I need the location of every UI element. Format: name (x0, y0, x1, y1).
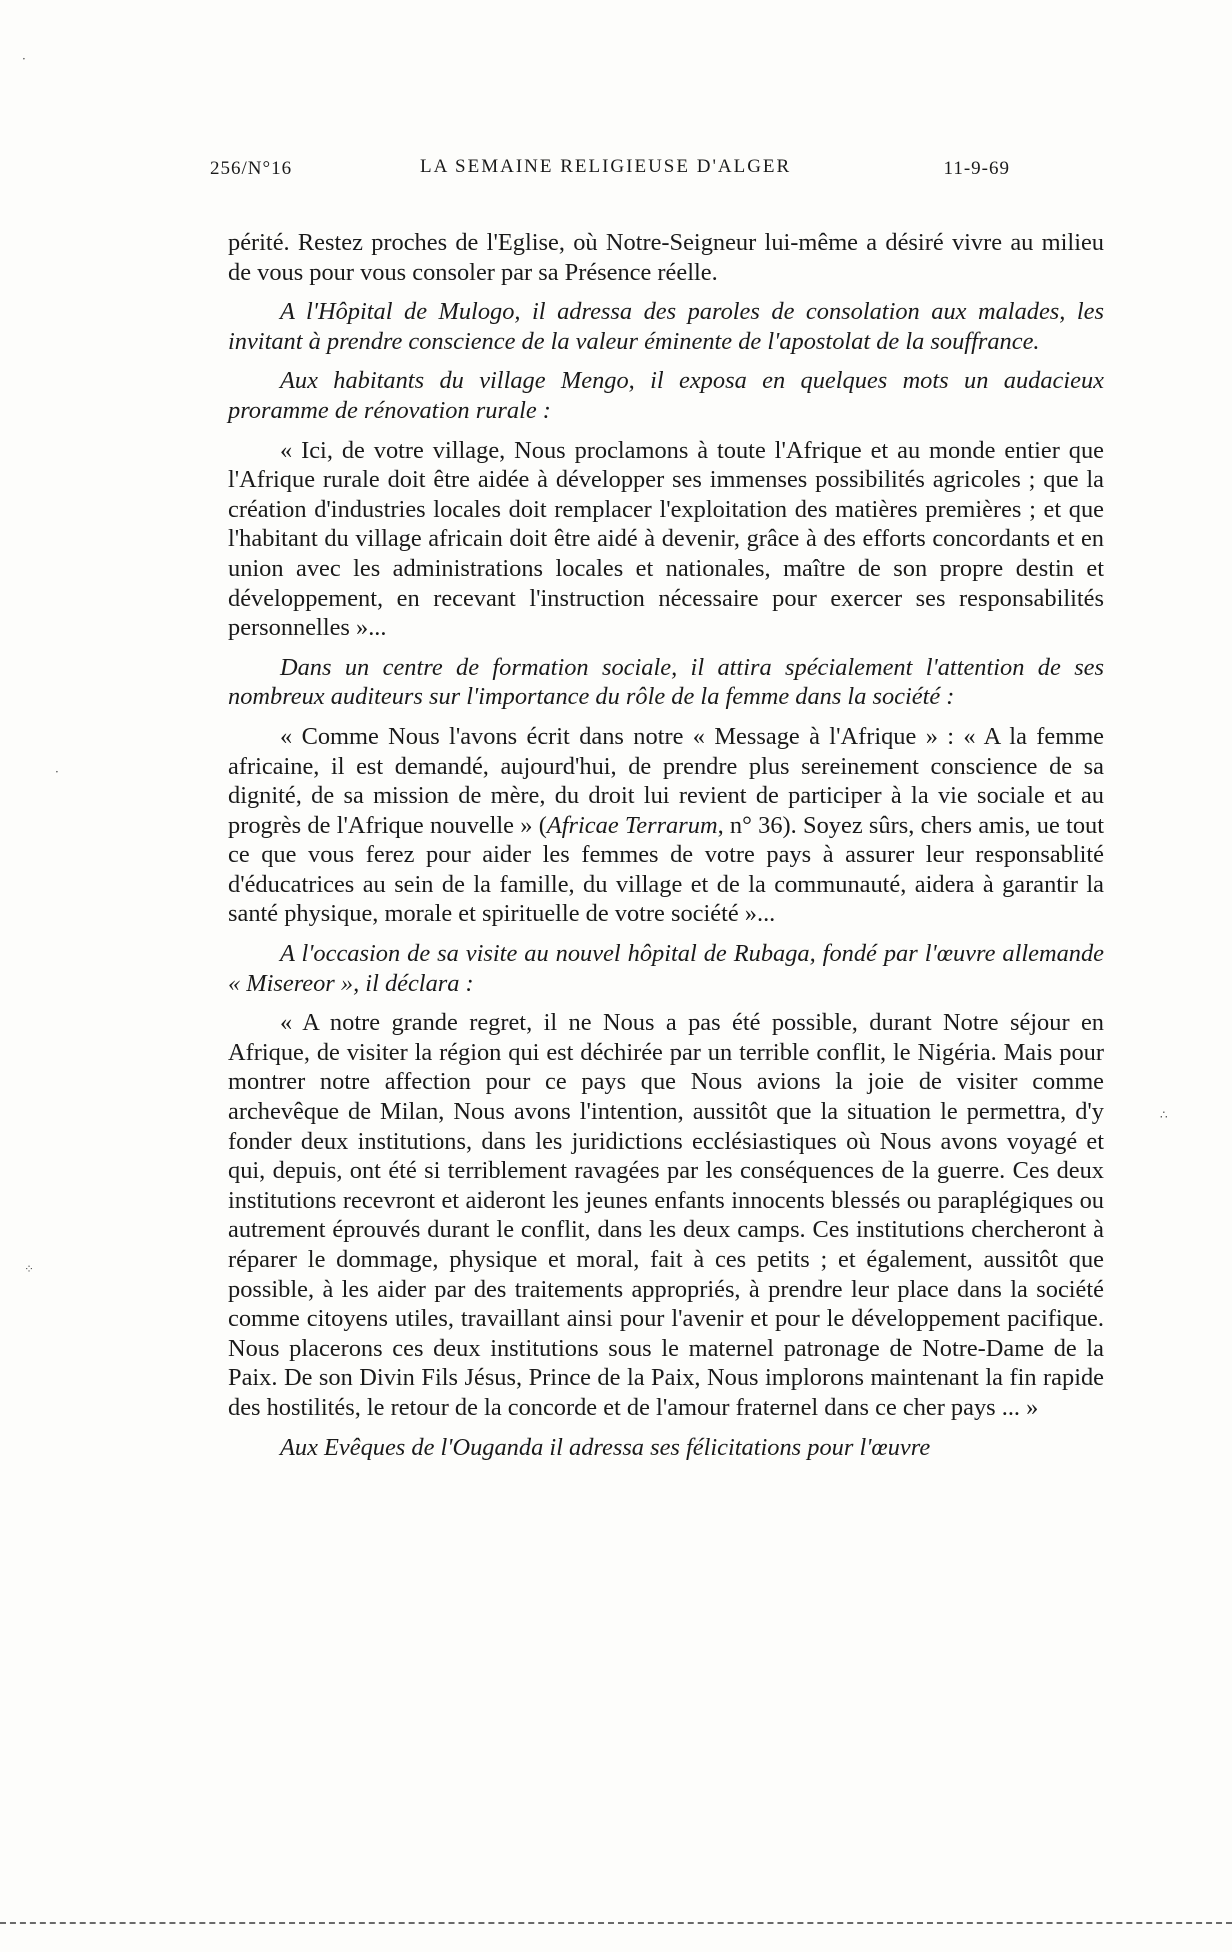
bottom-scan-rule (0, 1922, 1232, 1924)
paragraph-village-mengo: Aux habitants du village Mengo, il exposa en quelques mots un audacieux proramme de rénovation rurale : (228, 367, 1104, 424)
scan-speck-mark: ∴ (1160, 1108, 1168, 1122)
paragraph-social-centre: Dans un centre de formation sociale, il attira spécialement l'attention de ses nombreux auditeurs sur l'importance du rôle de la femme dans la société : (228, 653, 1104, 711)
paragraph-uganda-bishops: Aux Evêques de l'Ouganda il adressa ses félicitations pour l'œuvre (280, 1433, 931, 1461)
running-header (210, 158, 1010, 188)
page-number: 256/N°16 (210, 158, 293, 179)
issue-date: 11-9-69 (943, 158, 1010, 179)
quote-african-woman-part1: « Comme Nous l'avons écrit dans notre « Message à l'Afrique » : « A la femme africaine, il est demandé, aujourd'hui, de prendre plus sereinement conscience de sa dignité, de sa mission de mère, du droit lui revient de participer à la vie sociale et au progrès de l'Afrique nouvelle » ( (228, 722, 1104, 839)
quote-nigeria: « A notre grande regret, il ne Nous a pas été possible, durant Notre séjour en Afrique, de visiter la région qui est déchirée par un terrible conflit, le Nigéria. Mais pour montrer notre affection pour ce pays que Nous avions la joie de visiter comme archevêque de Milan, Nous avons l'intention, aussitôt que la situation le permettra, d'y fonder deux institutions, dans les juridictions ecclésiastiques où Nous avons voyagé et qui, depuis, ont été si terriblement ravagées par les conséquences de la guerre. Ces deux institutions recevront et aideront les jeunes enfants innocents blessés ou paraplégiques ou autrement éprouvés durant le conflit, dans les deux camps. Ces institutions chercheront à réparer le dommage, physique et moral, fait à ces petits ; et également, aussitôt que possible, à les aider par des traitements appropriés, à prendre leur place dans la société comme citoyens utiles, travaillant ainsi pour l'avenir et pour le développement pacifique. Nous placerons ces deux institutions sous le maternel patronage de Notre-Dame de la Paix. De son Divin Fils Jésus, Prince de la Paix, Nous implorons maintenant la fin rapide des hostilités, le retour de la concorde et de l'amour fraternel dans ce cher pays ... » (228, 1009, 1104, 1421)
quote-african-woman (228, 722, 1104, 929)
scan-speck-mark: · (22, 52, 26, 66)
paragraph-rubaga-hospital: A l'occasion de sa visite au nouvel hôpital de Rubaga, fondé par l'œuvre allemande « Misereor », il déclara : (228, 940, 1104, 997)
publication-title: LA SEMAINE RELIGIEUSE D'ALGER (420, 156, 792, 177)
quote-rural-renovation: « Ici, de votre village, Nous proclamons à toute l'Afrique et au monde entier que l'Afrique rurale doit être aidée à développer ses immenses possibilités agricoles ; que la création d'industries locales doit remplacer l'exploitation des matières premières ; et que l'habitant du village africain doit être aidé à devenir, grâce à des efforts concordants et en union avec les administrations locales et nationales, maître de son propre destin et développement, en recevant l'instruction nécessaire pour exercer ses responsabilités personnelles »... (228, 436, 1104, 642)
article-body (228, 228, 1104, 1472)
quote-african-woman-part2: , n° 36). Soyez sûrs, chers amis, ue tout ce que vous ferez pour aider les femmes de votre pays à assurer leur responsablité d'éducatrices au sein de la famille, du village et de la communauté, aidera à garantir la santé physique, morale et spirituelle de votre société »... (228, 811, 1104, 928)
paragraph-hospital-mulogo: A l'Hôpital de Mulogo, il adressa des paroles de consolation aux malades, les invitant à prendre conscience de la valeur éminente de l'apostolat de la souffrance. (228, 298, 1104, 355)
scan-speck-mark: · (55, 765, 59, 779)
citation-title: Africae Terrarum (546, 811, 718, 839)
paragraph-continuation: périté. Restez proches de l'Eglise, où Notre-Seigneur lui-même a désiré vivre au milieu de vous pour vous consoler par sa Présence réelle. (228, 229, 1104, 286)
scan-speck-mark: ⁘ (24, 1262, 35, 1276)
